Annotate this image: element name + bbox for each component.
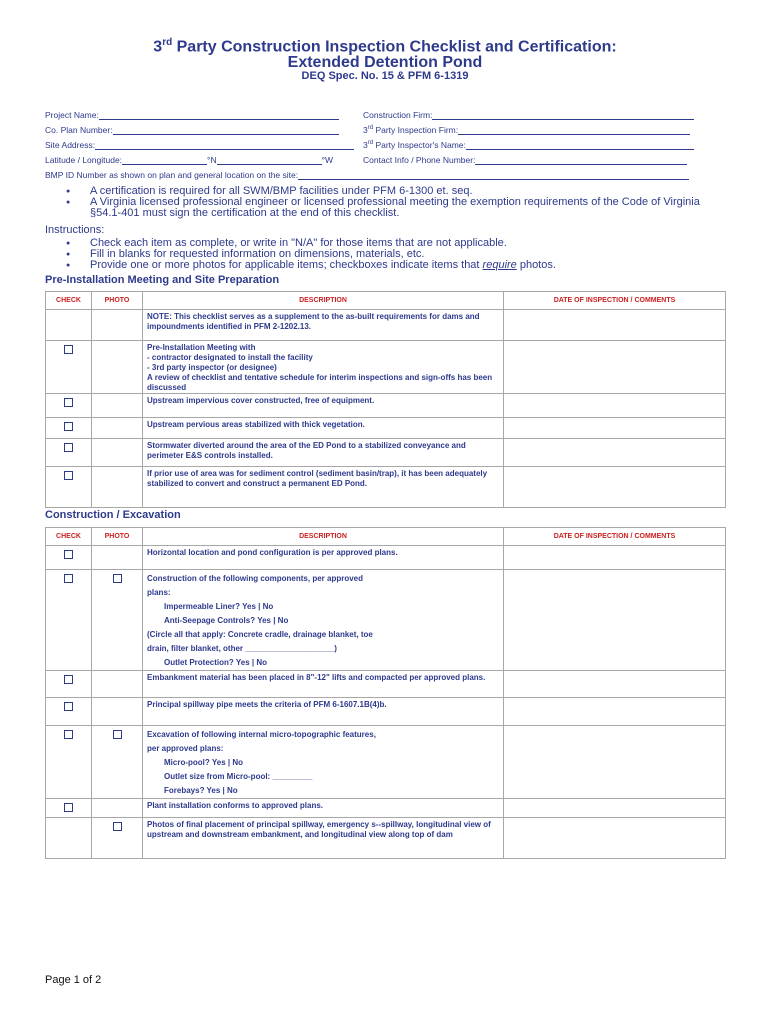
table-header-row xyxy=(46,292,726,310)
check-checkbox[interactable] xyxy=(64,345,73,354)
check-checkbox[interactable] xyxy=(64,471,73,480)
table-header-row xyxy=(46,528,726,546)
check-checkbox[interactable] xyxy=(64,574,73,583)
date-column-header: DATE OF INSPECTION / COMMENTS xyxy=(504,528,726,546)
list-item: ● Provide one or more photos for applicable items; checkboxes indicate items that require photos. xyxy=(45,260,710,271)
table-row xyxy=(46,698,726,726)
table-row xyxy=(46,570,726,671)
list-item: ● A Virginia licensed professional engineer or licensed professional meeting the exemption requirements of the Code of Virginia §54.1-401 must sign the certification at the end of this checklist. xyxy=(45,197,710,219)
site-address-field[interactable]: Site Address: xyxy=(45,140,354,150)
construction-firm-field[interactable]: Construction Firm: xyxy=(363,110,694,120)
comment-cell[interactable] xyxy=(504,467,726,508)
row-description: Construction of the following components, per approved plans: Impermeable Liner? Yes | No Anti-Seepage Controls? Yes | No (Circle all that apply: Concrete cradle, drainage blanket, toe drain, filter blanket, other ____________________) Outlet Protection? Yes | No xyxy=(143,570,504,671)
comment-cell[interactable] xyxy=(504,546,726,570)
photo-checkbox[interactable] xyxy=(113,822,122,831)
row-description: Principal spillway pipe meets the criteria of PFM 6-1607.1B(4)b. xyxy=(143,698,504,726)
check-checkbox[interactable] xyxy=(64,730,73,739)
row-description: Horizontal location and pond configuration is per approved plans. xyxy=(143,546,504,570)
comment-cell[interactable] xyxy=(504,341,726,394)
row-description: Upstream impervious cover constructed, free of equipment. xyxy=(143,394,504,418)
row-description: Embankment material has been placed in 8"-12" lifts and compacted per approved plans. xyxy=(143,671,504,698)
photo-checkbox[interactable] xyxy=(113,574,122,583)
page-title: 3rd Party Construction Inspection Checklist and Certification: xyxy=(153,37,617,56)
comment-cell[interactable] xyxy=(504,394,726,418)
contact-info-field[interactable]: Contact Info / Phone Number: xyxy=(363,155,687,165)
check-checkbox[interactable] xyxy=(64,443,73,452)
comment-cell[interactable] xyxy=(504,698,726,726)
list-item: ● Check each item as complete, or write in "N/A" for those items that are not applicable. xyxy=(45,238,710,249)
table-row xyxy=(46,726,726,799)
description-column-header: DESCRIPTION xyxy=(143,528,504,546)
pre-installation-table xyxy=(45,291,726,508)
check-column-header: CHECK xyxy=(46,528,92,546)
date-column-header: DATE OF INSPECTION / COMMENTS xyxy=(504,292,726,310)
inspector-name-field[interactable]: 3rd Party Inspector's Name: xyxy=(363,140,694,150)
table-row xyxy=(46,799,726,818)
comment-cell[interactable] xyxy=(504,418,726,439)
table-row xyxy=(46,546,726,570)
comment-cell[interactable] xyxy=(504,310,726,341)
table-row xyxy=(46,341,726,394)
table-row xyxy=(46,394,726,418)
check-checkbox[interactable] xyxy=(64,675,73,684)
table-row xyxy=(46,671,726,698)
requirements-list xyxy=(45,186,710,219)
page-subtitle: Extended Detention Pond xyxy=(287,54,483,71)
list-item: ● Fill in blanks for requested information on dimensions, materials, etc. xyxy=(45,249,710,260)
comment-cell[interactable] xyxy=(504,671,726,698)
instructions-list xyxy=(45,238,710,271)
instructions-label: Instructions: xyxy=(45,224,105,236)
section-title-pre-installation: Pre-Installation Meeting and Site Preparation xyxy=(45,274,280,286)
comment-cell[interactable] xyxy=(504,570,726,671)
row-description: Plant installation conforms to approved plans. xyxy=(143,799,504,818)
check-column-header: CHECK xyxy=(46,292,92,310)
table-row xyxy=(46,310,726,341)
construction-table xyxy=(45,527,726,859)
comment-cell[interactable] xyxy=(504,818,726,859)
comment-cell[interactable] xyxy=(504,799,726,818)
check-checkbox[interactable] xyxy=(64,550,73,559)
photo-column-header: PHOTO xyxy=(92,528,143,546)
bmp-id-field[interactable]: BMP ID Number as shown on plan and general location on the site: xyxy=(45,170,689,180)
lat-long-field[interactable]: Latitude / Longitude: °N °W xyxy=(45,155,334,165)
table-row xyxy=(46,818,726,859)
check-checkbox[interactable] xyxy=(64,803,73,812)
row-description: Pre-Installation Meeting with - contractor designated to install the facility - 3rd party inspector (or designee) A review of checklist and tentative schedule for interim inspections and sign-offs has been discussed xyxy=(143,341,504,394)
check-checkbox[interactable] xyxy=(64,398,73,407)
row-description: Excavation of following internal micro-topographic features, per approved plans: Micro-pool? Yes | No Outlet size from Micro-pool: _________ Forebays? Yes | No xyxy=(143,726,504,799)
description-column-header: DESCRIPTION xyxy=(143,292,504,310)
comment-cell[interactable] xyxy=(504,726,726,799)
photo-checkbox[interactable] xyxy=(113,730,122,739)
table-row xyxy=(46,467,726,508)
check-checkbox[interactable] xyxy=(64,702,73,711)
row-description: NOTE: This checklist serves as a supplement to the as-built requirements for dams and impoundments identified in PFM 2-1202.13. xyxy=(143,310,504,341)
page-number: Page 1 of 2 xyxy=(45,974,102,986)
check-checkbox[interactable] xyxy=(64,422,73,431)
row-description: Stormwater diverted around the area of the ED Pond to a stabilized conveyance and perimeter E&S controls installed. xyxy=(143,439,504,467)
project-name-field[interactable]: Project Name: xyxy=(45,110,339,120)
section-title-construction: Construction / Excavation xyxy=(45,509,181,521)
row-description: If prior use of area was for sediment control (sediment basin/trap), it has been adequately stabilized to convert and construct a permanent ED Pond. xyxy=(143,467,504,508)
spec-reference: DEQ Spec. No. 15 & PFM 6-1319 xyxy=(301,70,469,82)
table-row xyxy=(46,439,726,467)
table-row xyxy=(46,418,726,439)
row-description: Upstream pervious areas stabilized with thick vegetation. xyxy=(143,418,504,439)
comment-cell[interactable] xyxy=(504,439,726,467)
list-item: ● A certification is required for all SWM/BMP facilities under PFM 6-1300 et. seq. xyxy=(45,186,710,197)
photo-column-header: PHOTO xyxy=(92,292,143,310)
co-plan-number-field[interactable]: Co. Plan Number: xyxy=(45,125,339,135)
row-description: Photos of final placement of principal spillway, emergency s--spillway, longitudinal view of upstream and downstream embankment, and longitudinal view along top of dam xyxy=(143,818,504,859)
inspection-firm-field[interactable]: 3rd Party Inspection Firm: xyxy=(363,125,690,135)
